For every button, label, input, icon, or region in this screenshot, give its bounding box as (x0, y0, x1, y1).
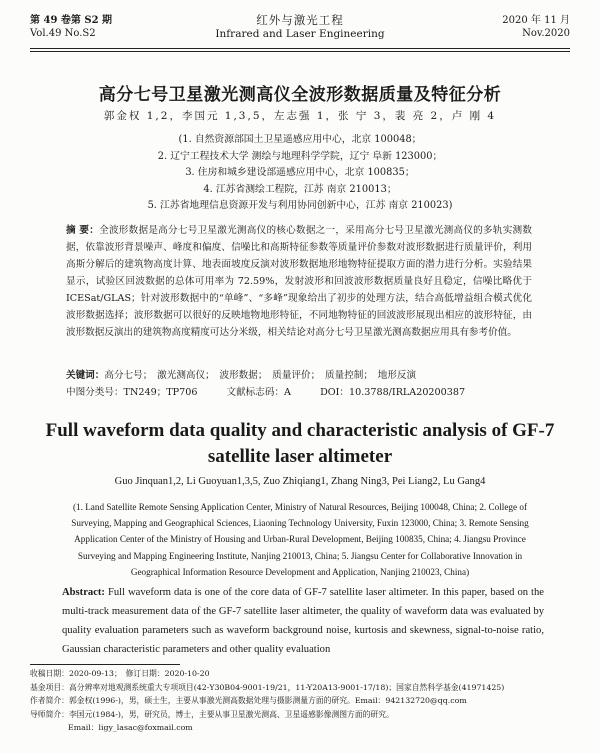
affiliation-cn-2: 2. 辽宁工程技术大学 测绘与地理科学学院，辽宁 阜新 123000； (157, 150, 443, 162)
header-date-en: Nov.2020 (522, 28, 570, 39)
abstract-en (62, 583, 544, 659)
clc-number: 中图分类号：TN249；TP706 (66, 387, 198, 398)
abstract-cn-label: 摘 要： (66, 225, 100, 236)
header-journal-en: Infrared and Laser Engineering (215, 28, 385, 40)
abstract-cn (66, 222, 532, 341)
abstract-cn-text: 全波形数据是高分七号卫星激光测高仪的核心数据之一，采用高分七号卫星激光测高仪的多轨实测数据，依靠波形背景噪声、峰度和偏度、信噪比和高斯特征参数等质量评价参数对波形数据进行质量评价，利用高斯分解后的建筑物高度计算、地表面坡度反演对波形数据地形地物特征提取方面的潜力进行分析。实验结果显示，试验区回波数据的总体可用率为 72.59%，发射波形和回波波形数据质量良好且稳定，信噪比略优于 ICESat/GLAS；针对波形数据中的“单峰”、“多峰”现象给出了初步的处理方法，结合高低增益组合模式优化波形数据选择；波形数据可以很好的反映地物地形特征，不同地物特征的回波波形展现出相应的波形特征，由波形数据反演出的建筑物高度精度可达分米级，相关结论对高分七号卫星激光测高数据应用具有参考价值。 (66, 225, 532, 338)
keywords-cn-label: 关键词： (66, 370, 105, 381)
affiliations-cn (0, 132, 600, 215)
header-rule-top (30, 48, 570, 49)
document-code: 文献标志码：A (226, 387, 291, 398)
abstract-en-text: Full waveform data is one of the core data of GF-7 satellite laser altimeter. In this paper, based on the multi-track measurement data of the GF-7 satellite laser altimeter, the quality of waveform data was evaluated by quality evaluation parameters such as waveform background noise, kurtosis and skewness, signal-to-noise ratio, Gaussian characteristic parameters and other quality evaluation (62, 587, 544, 655)
classification-line (66, 384, 560, 398)
title-en: Full waveform data quality and characteristic analysis of GF-7 satellite laser altimeter (45, 420, 555, 467)
header-rule-bottom (30, 51, 570, 52)
doi: DOI：10.3788/IRLA20200387 (320, 387, 466, 398)
footnote-advisor-bio: 导师简介：李国元(1984-)，男，研究员，博士，主要从事卫星激光测高、卫星遥感影像测图方面的研究。 (30, 709, 394, 719)
affiliation-cn-3: 3. 住房和城乡建设部遥感应用中心，北京 100835； (185, 167, 415, 178)
footnote-received: 收稿日期：2020-09-13； 修订日期：2020-10-20 (30, 669, 210, 678)
running-header (30, 14, 570, 46)
abstract-en-label: Abstract: (62, 587, 105, 598)
header-volume-cn: 第 49 卷第 S2 期 (30, 15, 113, 26)
footnote-email: Email：ligy_lasac@foxmail.com (68, 723, 193, 732)
affiliations-en: (1. Land Satellite Remote Sensing Application Center, Ministry of Natural Resources, Beijing 100048, China; 2. College of Surveying, Mapping and Geographical Sciences, Liaoning Technology University, Fuxin 123000, China; 3. Remote Sensing Application Center of the Ministry of Housing and Urban-Rural Development, Beijing 100835, China; 4. Jiangsu Province Surveying and Mapping Engineering Institute, Nanjing 210013, China; 5. Jiangsu Center for Collaborative Innovation in Geographical Information Resource Development and Application, Nanjing 210023, China) (71, 502, 529, 577)
affiliation-cn-4: 4. 江苏省测绘工程院，江苏 南京 210013； (203, 183, 397, 195)
affiliation-cn-5: 5. 江苏省地理信息资源开发与利用协同创新中心，江苏 南京 210023) (147, 200, 453, 211)
footnote-funding: 基金项目：高分辨率对地观测系统重大专项项目(42-Y30B04-9001-19/21，11-Y20A13-9001-17/18)；国家自然科学基金(41971425) (30, 682, 505, 692)
title-cn: 高分七号卫星激光测高仪全波形数据质量及特征分析 (98, 85, 502, 105)
footnote-author-bio: 作者简介：郭金权(1996-)，男，硕士生，主要从事激光测高数据处理与摄影测量方面的研究。Email：942132720@qq.com (30, 696, 467, 705)
affiliation-cn-1: (1. 自然资源部国土卫星遥感应用中心，北京 100048； (178, 134, 422, 145)
header-volume-en: Vol.49 No.S2 (30, 28, 96, 39)
keywords-cn-text: 高分七号； 激光测高仪； 波形数据； 质量评价； 质量控制； 地形反演 (104, 370, 417, 381)
keywords-cn (66, 367, 560, 381)
footnote-rule (30, 664, 180, 665)
footnotes (30, 667, 570, 735)
header-date-cn: 2020 年 11 月 (502, 15, 570, 26)
authors-cn: 郭金权 1,2，李国元 1,3,5，左志强 1，张 宁 3，裴 亮 2，卢 刚 4 (103, 110, 497, 122)
header-journal-cn: 红外与激光工程 (256, 13, 344, 27)
authors-en: Guo Jinquan1,2, Li Guoyuan1,3,5, Zuo Zhiqiang1, Zhang Ning3, Pei Liang2, Lu Gang4 (114, 476, 486, 487)
